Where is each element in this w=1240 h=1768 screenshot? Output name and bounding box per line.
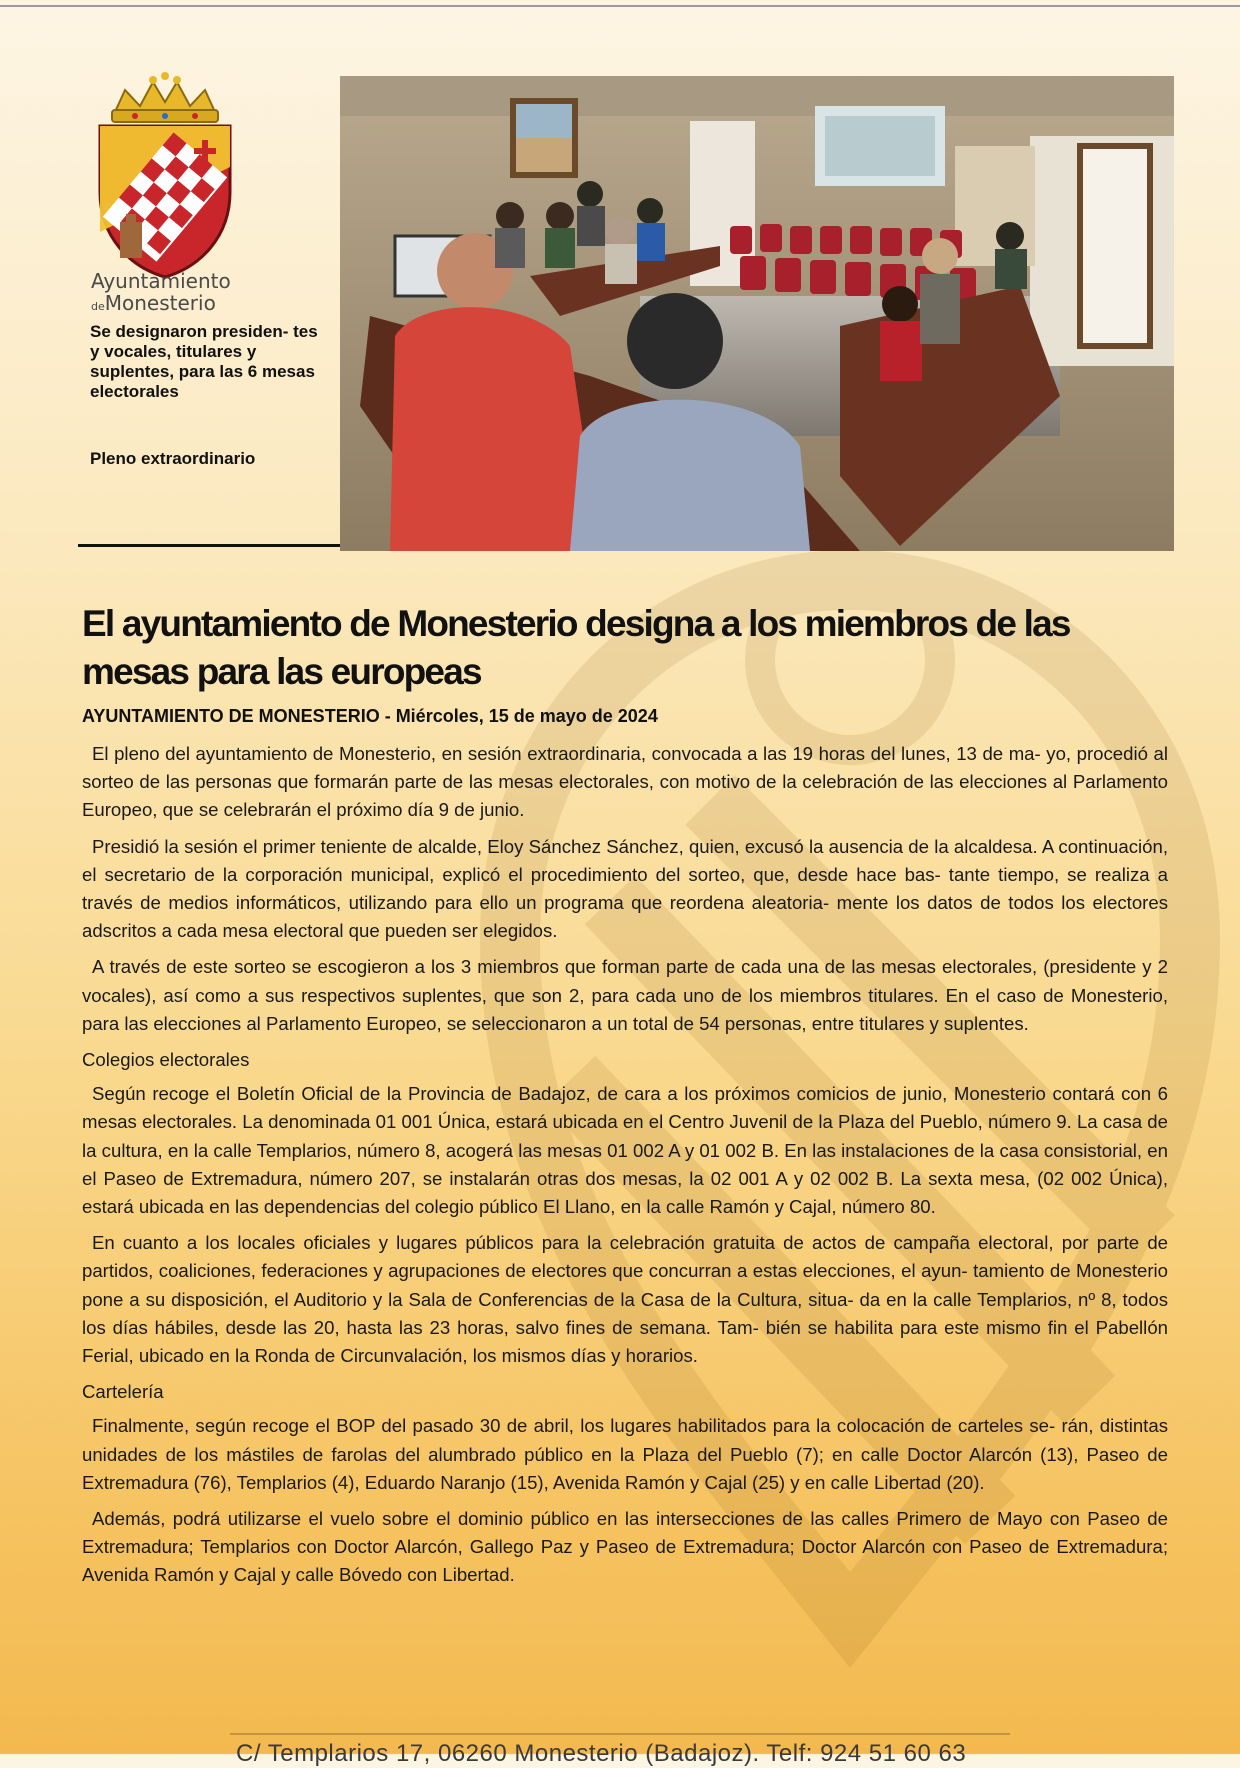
logo-wordmark <box>91 270 231 318</box>
article-paragraph-5: En cuanto a los locales oficiales y lugares públicos para la celebración gratuita de actos de campaña electoral, por parte de partidos, coaliciones, federaciones y agrupaciones de electores que concurran a estas elecciones, el ayun- tamiento de Monesterio pone a su disposición, el Auditorio y la Sala de Conferencias de la Casa de la Cultura, situa- da en la calle Templarios, nº 8, todos los días hábiles, desde las 20, hasta las 23 horas, salvo fines de semana. Tam- bién se habilita para este mismo fin el Pabellón Ferial, ubicado en la Ronda de Circunvalación, los mismos días y horarios. <box>82 1232 1168 1367</box>
article-paragraph-1: El pleno del ayuntamiento de Monesterio, en sesión extraordinaria, convocada a las 19 horas del lunes, 13 de ma- yo, procedió al sorteo de las personas que formarán parte de las mesas electorales, con motivo de la celebración de las elecciones al Parlamento Europeo, que se celebrarán el próximo día 9 de junio. <box>82 743 1168 821</box>
article-paragraph-3: A través de este sorteo se escogieron a los 3 miembros que forman parte de cada una de las mesas electorales, (presidente y 2 vocales), así como a sus respectivos suplentes, que son 2, para cada uno de los miembros titulares. En el caso de Monesterio, para las elecciones al Parlamento Europeo, se seleccionaron a un total de 54 personas, entre titulares y suplentes. <box>82 956 1168 1034</box>
article-paragraph-6: Finalmente, según recoge el BOP del pasado 30 de abril, los lugares habilitados para la colocación de carteles se- rán, distintas unidades de los mástiles de farolas del alumbrado público en la Plaza del Pueblo (7); en calle Doctor Alarcón (13), Paseo de Extremadura (76), Templarios (4), Eduardo Naranjo (15), Avenida Ramón y Cajal (25) y en calle Libertad (20). <box>82 1415 1168 1493</box>
section-heading-colegios: Colegios electorales <box>82 1049 250 1071</box>
sidebar-summary: Se designaron presiden- tes y vocales, titulares y suplentes, para las 6 mesas electorales <box>90 322 318 401</box>
section-heading-carteleria: Cartelería <box>82 1381 164 1403</box>
session-photo <box>340 76 1174 551</box>
logo-line-1: Ayuntamiento <box>91 269 231 293</box>
sidebar-divider <box>78 544 340 547</box>
top-border <box>0 5 1240 7</box>
logo-line-2-prefix: de <box>91 300 105 313</box>
article-paragraph-4: Según recoge el Boletín Oficial de la Provincia de Badajoz, de cara a los próximos comicios de junio, Monesterio contará con 6 mesas electorales. La denominada 01 001 Única, estará ubicada en el Centro Juvenil de la Plaza del Pueblo, número 9. La casa de la cultura, en la calle Templarios, número 8, acogerá las mesas 01 002 A y 01 002 B. En las instalaciones de la casa consistorial, en el Paseo de Extremadura, número 207, se instalarán otras dos mesas, la 02 001 A y 02 002 B. La sexta mesa, (02 002 Única), estará ubicada en las dependencias del colegio público El Llano, en la calle Ramón y Cajal, número 80. <box>82 1083 1168 1218</box>
article-byline: AYUNTAMIENTO DE MONESTERIO - Miércoles, 15 de mayo de 2024 <box>82 706 658 726</box>
logo-line-2-main: Monesterio <box>104 291 216 315</box>
sidebar-label: Pleno extraordinario <box>90 449 256 468</box>
logo-line-2 <box>91 292 231 318</box>
article-headline: El ayuntamiento de Monesterio designa a los miembros de las mesas para las europeas <box>82 603 1070 692</box>
article-paragraph-2: Presidió la sesión el primer teniente de alcalde, Eloy Sánchez Sánchez, quien, excusó la ausencia de la alcaldesa. A continuación, el secretario de la corporación municipal, explicó el procedimiento del sorteo, que, desde hace bas- tante tiempo, se realiza a través de medios informáticos, utilizando para ello un programa que reordena aleatoria- mente los datos de todos los electores adscritos a cada mesa electoral que pueden ser elegidos. <box>82 835 1168 942</box>
article-paragraph-7: Además, podrá utilizarse el vuelo sobre el dominio público en las intersecciones de las calles Primero de Mayo con Paseo de Extremadura; Templarios con Doctor Alarcón, Gallego Paz y Paseo de Extremadura; Doctor Alarcón con Paseo de Extremadura; Avenida Ramón y Cajal y calle Bóvedo con Libertad. <box>82 1508 1168 1586</box>
article-body <box>82 740 1168 1598</box>
footer-divider <box>230 1733 1010 1735</box>
footer-address: C/ Templarios 17, 06260 Monesterio (Badajoz). Telf: 924 51 60 63 <box>236 1740 967 1767</box>
